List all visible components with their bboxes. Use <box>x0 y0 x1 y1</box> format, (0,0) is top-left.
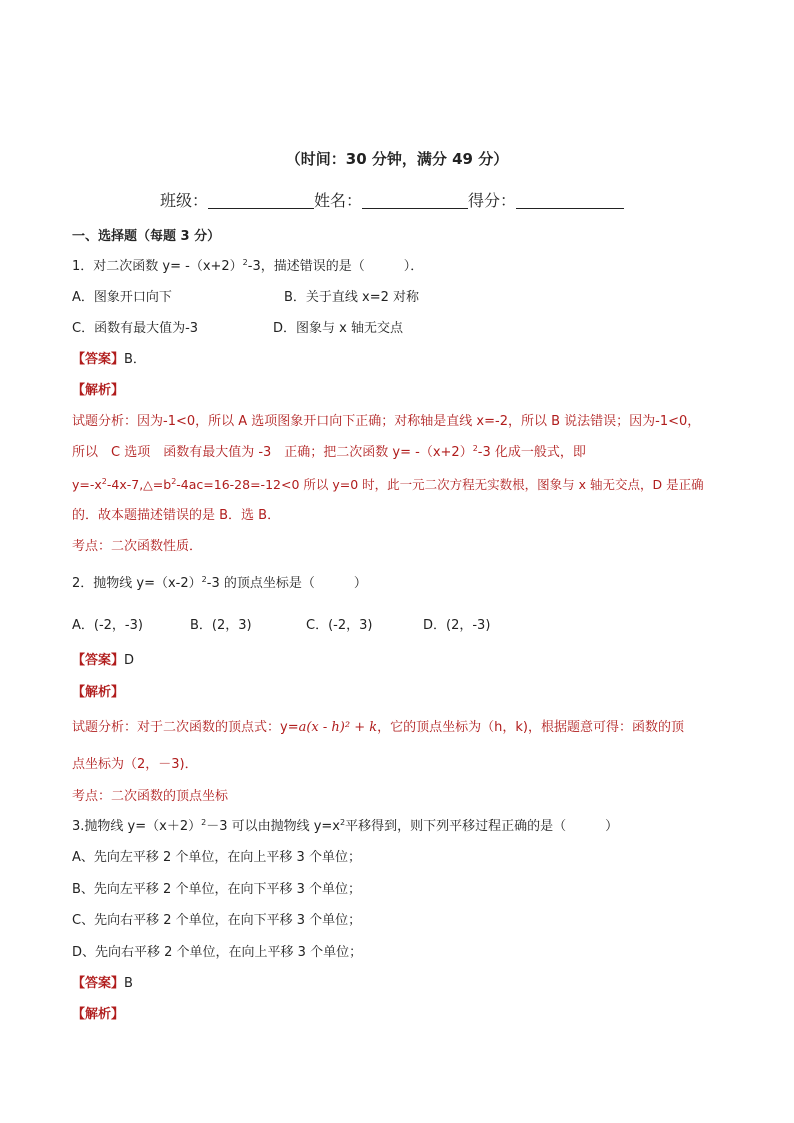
q1-analysis-line-2 <box>72 444 586 462</box>
q1-stem-a: 1．对二次函数 y= -（x+2） <box>72 259 243 274</box>
q3-option-c: C、先向右平移 2 个单位，在向下平移 3 个单位； <box>72 913 362 928</box>
q2-analysis-line-1a: 试题分析：对于二次函数的顶点式：y= <box>72 720 299 735</box>
q2-option-c: C．(-2，3) <box>306 618 373 633</box>
q1-answer-value: B． <box>124 352 146 367</box>
section-title: 一、选择题（每题 3 分） <box>72 229 221 244</box>
name-field[interactable] <box>362 192 468 209</box>
q3-stem-a: 3.抛物线 y=（x＋2） <box>72 819 202 834</box>
q1-stem-sup: 2 <box>242 258 248 267</box>
q3-stem-b: －3 可以由抛物线 y=x <box>206 819 341 834</box>
q2-analysis-line-2: 点坐标为（2，－3)． <box>72 757 198 772</box>
q1-analysis-line-3 <box>72 476 704 494</box>
q1-analysis-line-3-sup1: 2 <box>101 477 107 486</box>
q2-analysis-line-1b: ，它的顶点坐标为（h，k)，根据题意可得：函数的顶 <box>377 720 684 735</box>
vertex-formula: a(x - h)² + k <box>298 720 378 735</box>
q1-analysis-line-3b: -4x-7,△=b <box>106 477 172 492</box>
student-info-row <box>160 188 624 211</box>
q2-analysis-line-1 <box>72 719 684 737</box>
q2-option-d: D．(2，-3) <box>423 618 491 633</box>
q1-option-d: D．图象与 x 轴无交点 <box>273 321 403 336</box>
q3-analysis-label: 【解析】 <box>72 1007 125 1022</box>
q2-stem <box>72 575 367 593</box>
score-label: 得分： <box>468 191 517 210</box>
class-label: 班级： <box>160 191 209 210</box>
q3-stem-c: 平移得到，则下列平移过程正确的是（ ） <box>345 819 619 834</box>
q1-analysis-line-2a: 所以 C 选项 函数有最大值为 -3 正确；把二次函数 y= -（x+2） <box>72 445 473 460</box>
q2-analysis-label: 【解析】 <box>72 685 125 700</box>
q1-analysis-line-2b: -3 化成一般式，即 <box>477 445 586 460</box>
q1-stem-b: -3，描述错误的是（ ）． <box>247 259 424 274</box>
q3-option-a: A、先向左平移 2 个单位，在向上平移 3 个单位； <box>72 850 361 865</box>
q3-answer <box>72 975 133 993</box>
q1-option-b: B．关于直线 x=2 对称 <box>284 290 420 305</box>
q1-option-c: C．函数有最大值为-3 <box>72 321 199 336</box>
name-label: 姓名： <box>314 191 363 210</box>
time-info: （时间：30 分钟，满分 49 分） <box>285 150 509 168</box>
q1-answer-label: 【答案】 <box>72 352 125 367</box>
q1-kaodian: 考点：二次函数性质． <box>72 539 203 554</box>
q1-analysis-line-2-sup: 2 <box>472 444 478 453</box>
q1-option-a: A．图象开口向下 <box>72 290 172 305</box>
q1-stem <box>72 258 423 276</box>
q3-stem-sup2: 2 <box>340 818 346 827</box>
q1-analysis-line-3-sup2: 2 <box>171 477 177 486</box>
q2-answer <box>72 652 134 670</box>
q3-option-b: B、先向左平移 2 个单位，在向下平移 3 个单位； <box>72 882 361 897</box>
q1-analysis-line-3c: -4ac=16-28=-12<0 所以 y=0 时，此一元二次方程无实数根，图象与 x 轴无交点，D 是正确 <box>176 477 704 492</box>
q1-analysis-line-3a: y=-x <box>72 477 102 492</box>
q2-kaodian: 考点：二次函数的顶点坐标 <box>72 789 229 804</box>
q3-option-d: D、先向右平移 2 个单位，在向上平移 3 个单位； <box>72 945 363 960</box>
class-field[interactable] <box>208 192 314 209</box>
q2-answer-label: 【答案】 <box>72 653 125 668</box>
q1-analysis-line-1: 试题分析：因为-1<0，所以 A 选项图象开口向下正确；对称轴是直线 x=-2，所以 B 说法错误；因为-1<0， <box>72 414 701 429</box>
q3-stem <box>72 818 618 836</box>
q2-stem-b: -3 的顶点坐标是（ ） <box>206 576 367 591</box>
q2-answer-value: D <box>124 653 135 668</box>
q3-answer-value: B <box>124 976 133 991</box>
q2-option-a: A．(-2，-3) <box>72 618 143 633</box>
q2-option-b: B．(2，3) <box>190 618 252 633</box>
q1-analysis-line-4: 的．故本题描述错误的是 B．选 B． <box>72 508 281 523</box>
q3-answer-label: 【答案】 <box>72 976 125 991</box>
q2-stem-sup: 2 <box>201 575 207 584</box>
score-field[interactable] <box>516 192 624 209</box>
q1-analysis-label: 【解析】 <box>72 383 125 398</box>
q2-stem-a: 2．抛物线 y=（x-2） <box>72 576 202 591</box>
q1-answer <box>72 351 146 369</box>
q3-stem-sup: 2 <box>201 818 207 827</box>
